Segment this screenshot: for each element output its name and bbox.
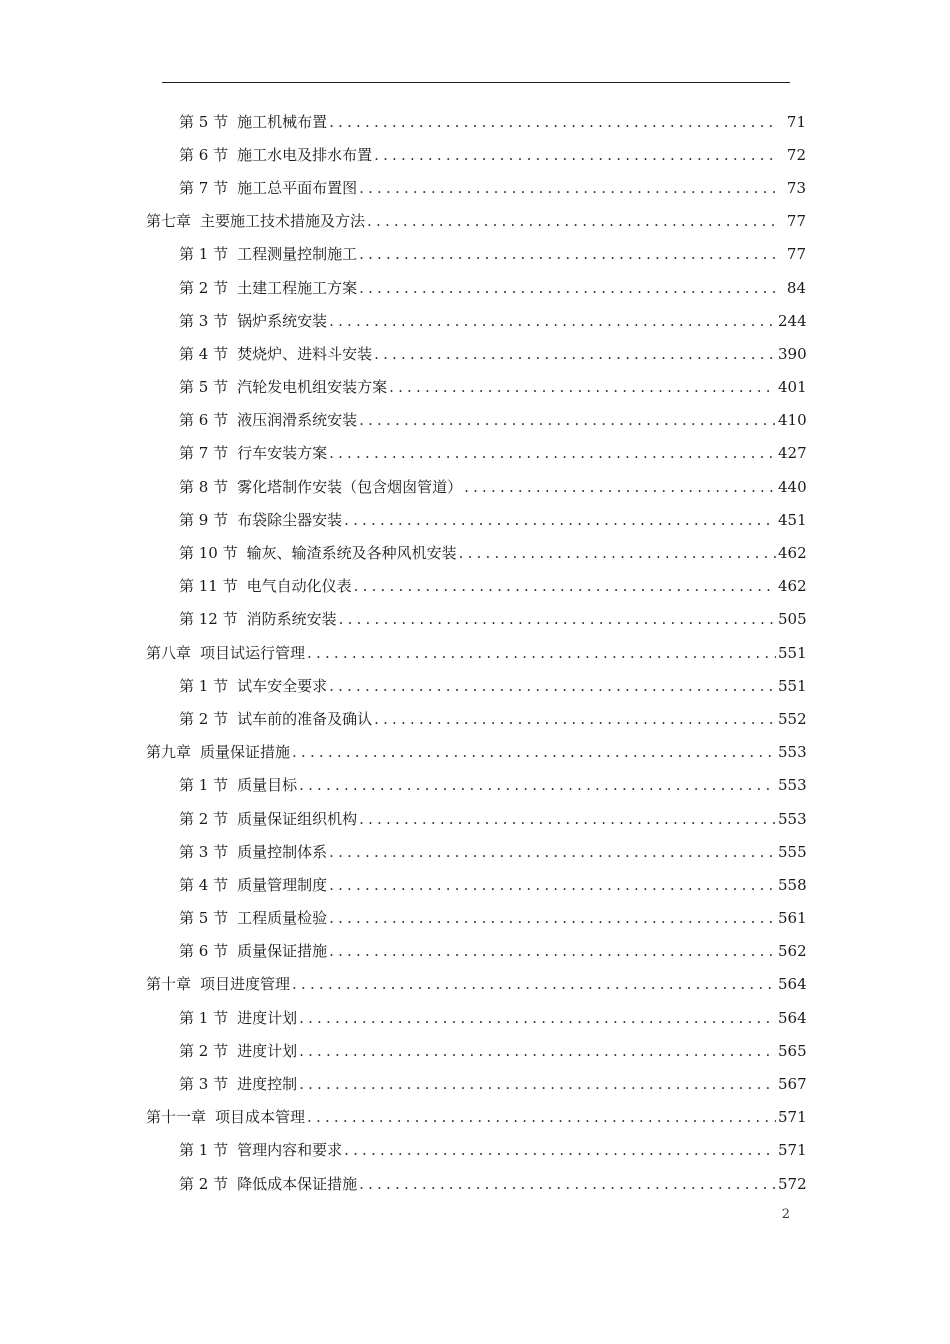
toc-entry-number: 第八章 xyxy=(146,643,192,662)
toc-dot-leader xyxy=(292,743,776,761)
toc-section-entry[interactable] xyxy=(0,702,950,735)
toc-dot-leader xyxy=(329,909,776,927)
toc-dot-leader xyxy=(359,245,776,263)
toc-entry-number: 第 1 节 xyxy=(179,776,229,795)
toc-entry-page: 390 xyxy=(778,344,807,363)
toc-dot-leader xyxy=(374,146,776,164)
toc-entry-number: 第 9 节 xyxy=(179,510,229,529)
toc-chapter-entry[interactable] xyxy=(0,736,950,769)
toc-dot-leader xyxy=(344,1141,776,1159)
toc-section-entry[interactable] xyxy=(0,437,950,470)
toc-dot-leader xyxy=(307,1108,776,1126)
toc-entry-number: 第 3 节 xyxy=(179,842,229,861)
toc-entry-title: 焚烧炉、进料斗安装 xyxy=(237,344,373,363)
toc-entry-page: 553 xyxy=(778,776,807,795)
toc-entry-page: 77 xyxy=(786,245,806,264)
toc-entry-number: 第七章 xyxy=(146,212,192,231)
toc-entry-title: 试车前的准备及确认 xyxy=(237,709,373,728)
toc-section-entry[interactable] xyxy=(0,868,950,901)
toc-entry-title: 质量保证措施 xyxy=(237,942,328,961)
toc-entry-title: 雾化塔制作安装（包含烟囱管道） xyxy=(237,477,463,496)
toc-entry-number: 第 7 节 xyxy=(179,444,229,463)
toc-entry-title: 布袋除尘器安装 xyxy=(237,510,343,529)
toc-entry-number: 第 6 节 xyxy=(179,411,229,430)
toc-dot-leader xyxy=(299,776,776,794)
toc-entry-page: 567 xyxy=(778,1075,807,1094)
toc-entry-number: 第 3 节 xyxy=(179,311,229,330)
toc-entry-page: 552 xyxy=(778,709,807,728)
toc-entry-number: 第 2 节 xyxy=(179,809,229,828)
toc-section-entry[interactable] xyxy=(0,1134,950,1167)
toc-dot-leader xyxy=(329,444,776,462)
toc-section-entry[interactable] xyxy=(0,304,950,337)
toc-dot-leader xyxy=(354,577,776,595)
toc-entry-title: 施工水电及排水布置 xyxy=(237,145,373,164)
toc-entry-title: 土建工程施工方案 xyxy=(237,278,358,297)
toc-entry-number: 第 6 节 xyxy=(179,145,229,164)
toc-entry-page: 462 xyxy=(778,544,807,563)
toc-entry-page: 72 xyxy=(786,145,806,164)
toc-dot-leader xyxy=(374,345,776,363)
toc-entry-title: 质量管理制度 xyxy=(237,875,328,894)
toc-entry-page: 555 xyxy=(778,842,807,861)
toc-dot-leader xyxy=(299,1042,776,1060)
toc-section-entry[interactable] xyxy=(0,769,950,802)
toc-section-entry[interactable] xyxy=(0,536,950,569)
toc-dot-leader xyxy=(299,1009,776,1027)
toc-entry-title: 管理内容和要求 xyxy=(237,1141,343,1160)
toc-entry-page: 505 xyxy=(778,610,807,629)
toc-entry-title: 项目成本管理 xyxy=(215,1108,306,1127)
toc-chapter-entry[interactable] xyxy=(0,968,950,1001)
toc-entry-title: 质量目标 xyxy=(237,776,298,795)
toc-entry-title: 主要施工技术措施及方法 xyxy=(200,212,366,231)
toc-dot-leader xyxy=(329,843,776,861)
toc-dot-leader xyxy=(459,544,776,562)
toc-entry-number: 第 1 节 xyxy=(179,676,229,695)
toc-section-entry[interactable] xyxy=(0,669,950,702)
toc-dot-leader xyxy=(329,876,776,894)
toc-chapter-entry[interactable] xyxy=(0,1101,950,1134)
toc-section-entry[interactable] xyxy=(0,1034,950,1067)
toc-entry-page: 77 xyxy=(786,212,806,231)
toc-dot-leader xyxy=(339,610,776,628)
toc-section-entry[interactable] xyxy=(0,603,950,636)
toc-section-entry[interactable] xyxy=(0,171,950,204)
toc-entry-number: 第十章 xyxy=(146,975,192,994)
toc-entry-page: 440 xyxy=(778,477,807,496)
toc-dot-leader xyxy=(344,511,776,529)
toc-entry-number: 第 2 节 xyxy=(179,1174,229,1193)
toc-entry-page: 564 xyxy=(778,975,807,994)
toc-chapter-entry[interactable] xyxy=(0,205,950,238)
toc-entry-number: 第 1 节 xyxy=(179,245,229,264)
toc-section-entry[interactable] xyxy=(0,371,950,404)
toc-entry-number: 第 5 节 xyxy=(179,378,229,397)
toc-entry-title: 项目进度管理 xyxy=(200,975,291,994)
toc-dot-leader xyxy=(307,644,776,662)
toc-entry-title: 进度计划 xyxy=(237,1008,298,1027)
toc-section-entry[interactable] xyxy=(0,105,950,138)
toc-entry-page: 401 xyxy=(778,378,807,397)
toc-entry-title: 液压润滑系统安装 xyxy=(237,411,358,430)
toc-dot-leader xyxy=(359,179,776,197)
toc-section-entry[interactable] xyxy=(0,902,950,935)
toc-entry-number: 第 2 节 xyxy=(179,278,229,297)
toc-entry-page: 553 xyxy=(778,809,807,828)
toc-dot-leader xyxy=(374,710,776,728)
toc-entry-page: 462 xyxy=(778,577,807,596)
toc-dot-leader xyxy=(292,975,776,993)
toc-section-entry[interactable] xyxy=(0,238,950,271)
toc-section-entry[interactable] xyxy=(0,470,950,503)
toc-dot-leader xyxy=(464,478,776,496)
toc-section-entry[interactable] xyxy=(0,802,950,835)
toc-entry-number: 第 4 节 xyxy=(179,344,229,363)
toc-dot-leader xyxy=(329,942,776,960)
toc-entry-title: 项目试运行管理 xyxy=(200,643,306,662)
toc-section-entry[interactable] xyxy=(0,935,950,968)
header-rule xyxy=(162,82,790,83)
toc-section-entry[interactable] xyxy=(0,1067,950,1100)
toc-entry-title: 降低成本保证措施 xyxy=(237,1174,358,1193)
toc-entry-title: 行车安装方案 xyxy=(237,444,328,463)
toc-entry-title: 锅炉系统安装 xyxy=(237,311,328,330)
toc-entry-page: 565 xyxy=(778,1041,807,1060)
toc-entry-page: 71 xyxy=(786,112,806,131)
toc-section-entry[interactable] xyxy=(0,570,950,603)
toc-entry-number: 第 2 节 xyxy=(179,1041,229,1060)
toc-entry-page: 244 xyxy=(778,311,807,330)
toc-entry-number: 第 5 节 xyxy=(179,909,229,928)
toc-entry-page: 571 xyxy=(778,1141,807,1160)
toc-entry-number: 第 11 节 xyxy=(179,577,238,596)
toc-dot-leader xyxy=(299,1075,776,1093)
toc-entry-title: 工程测量控制施工 xyxy=(237,245,358,264)
toc-section-entry[interactable] xyxy=(0,1167,950,1200)
toc-entry-page: 84 xyxy=(786,278,806,297)
toc-section-entry[interactable] xyxy=(0,271,950,304)
toc-entry-page: 562 xyxy=(778,942,807,961)
toc-entry-title: 进度控制 xyxy=(237,1075,298,1094)
toc-dot-leader xyxy=(359,279,776,297)
toc-entry-page: 572 xyxy=(778,1174,807,1193)
toc-entry-number: 第九章 xyxy=(146,743,192,762)
toc-section-entry[interactable] xyxy=(0,337,950,370)
toc-entry-page: 427 xyxy=(778,444,807,463)
toc-section-entry[interactable] xyxy=(0,1001,950,1034)
toc-entry-page: 558 xyxy=(778,875,807,894)
toc-entry-title: 汽轮发电机组安装方案 xyxy=(237,378,388,397)
toc-dot-leader xyxy=(367,212,776,230)
toc-dot-leader xyxy=(329,113,776,131)
toc-entry-page: 551 xyxy=(778,676,807,695)
toc-entry-number: 第 6 节 xyxy=(179,942,229,961)
page-number: 2 xyxy=(781,1207,790,1222)
toc-dot-leader xyxy=(359,810,776,828)
toc-section-entry[interactable] xyxy=(0,404,950,437)
toc-entry-number: 第 1 节 xyxy=(179,1141,229,1160)
toc-dot-leader xyxy=(389,378,776,396)
toc-entry-title: 施工机械布置 xyxy=(237,112,328,131)
toc-entry-number: 第 4 节 xyxy=(179,875,229,894)
toc-entry-title: 输灰、输渣系统及各种风机安装 xyxy=(246,544,457,563)
toc-section-entry[interactable] xyxy=(0,503,950,536)
toc-section-entry[interactable] xyxy=(0,835,950,868)
toc-dot-leader xyxy=(329,677,776,695)
toc-entry-number: 第 5 节 xyxy=(179,112,229,131)
toc-entry-number: 第 3 节 xyxy=(179,1075,229,1094)
toc-entry-title: 质量保证组织机构 xyxy=(237,809,358,828)
toc-dot-leader xyxy=(359,1175,776,1193)
toc-entry-title: 进度计划 xyxy=(237,1041,298,1060)
toc-entry-page: 553 xyxy=(778,743,807,762)
toc-entry-number: 第 12 节 xyxy=(179,610,238,629)
toc-entry-page: 571 xyxy=(778,1108,807,1127)
toc-entry-page: 73 xyxy=(786,178,806,197)
toc-chapter-entry[interactable] xyxy=(0,636,950,669)
toc-entry-title: 电气自动化仪表 xyxy=(246,577,352,596)
toc-entry-number: 第 1 节 xyxy=(179,1008,229,1027)
toc-entry-title: 施工总平面布置图 xyxy=(237,178,358,197)
toc-entry-page: 410 xyxy=(778,411,807,430)
toc-entry-title: 消防系统安装 xyxy=(246,610,337,629)
toc-entry-page: 561 xyxy=(778,909,807,928)
toc-entry-page: 451 xyxy=(778,510,807,529)
toc-entry-title: 试车安全要求 xyxy=(237,676,328,695)
toc-entry-number: 第 2 节 xyxy=(179,709,229,728)
toc-entry-title: 工程质量检验 xyxy=(237,909,328,928)
toc-entry-number: 第十一章 xyxy=(146,1108,207,1127)
toc-entry-page: 564 xyxy=(778,1008,807,1027)
toc-dot-leader xyxy=(359,411,776,429)
toc-dot-leader xyxy=(329,312,776,330)
toc-entry-number: 第 7 节 xyxy=(179,178,229,197)
toc-section-entry[interactable] xyxy=(0,138,950,171)
toc-entry-title: 质量保证措施 xyxy=(200,743,291,762)
table-of-contents xyxy=(0,105,950,1200)
toc-entry-number: 第 10 节 xyxy=(179,544,238,563)
toc-entry-title: 质量控制体系 xyxy=(237,842,328,861)
toc-entry-page: 551 xyxy=(778,643,807,662)
toc-entry-number: 第 8 节 xyxy=(179,477,229,496)
